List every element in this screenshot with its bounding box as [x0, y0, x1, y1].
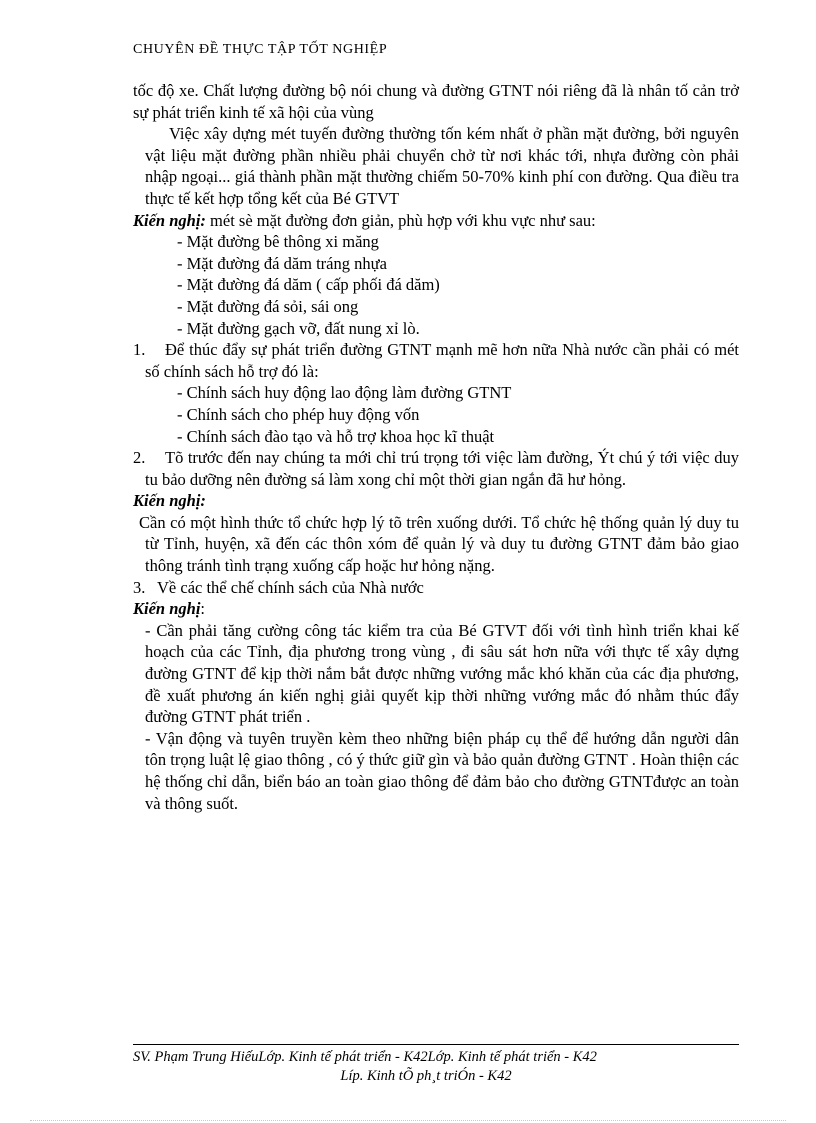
recommendation-1: [133, 210, 739, 232]
recommendation-label: Kiến nghị: [133, 599, 201, 619]
footer-divider: [133, 1044, 739, 1045]
road-type-item: - Mặt đường gạch vỡ, đất nung xỉ lò.: [177, 318, 420, 338]
item-text: Về các thể chế chính sách của Nhà nước: [157, 577, 424, 597]
page-footer: [133, 1048, 739, 1086]
item-text: Tõ trước đến nay chúng ta mới chỉ trú trọng tới việc làm đường, Ýt chú ý tới việc duy tu bảo dưỡng nên đường sá làm xong chỉ một thời gian ngắn đã hư hỏng.: [145, 448, 739, 489]
recommendation-2-text: Cần có một hình thức tổ chức hợp lý tõ trên xuống dưới. Tổ chức hệ thống quản lý duy tu từ Tỉnh, huyện, xã đến các thôn xóm để quản lý và duy tu đường GTNT đảm bảo giao thông tránh tình trạng xuống cấp hoặc hư hỏng nặng.: [139, 512, 739, 576]
recommendation-3-label-row: [133, 598, 739, 620]
item-text: Để thúc đẩy sự phát triển đường GTNT mạnh mẽ hơn nữa Nhà nước cần phải có mét số chính sách hỗ trợ đó là:: [145, 340, 739, 381]
road-type-item: - Mặt đường đá dăm tráng nhựa: [177, 253, 387, 273]
recommendation-3-paragraph: - Cần phải tăng cường công tác kiểm tra của Bé GTVT đối với tình hình triển khai kế hoạch của các Tỉnh, địa phương trong vùng , đi sâu sát hơn nữa với thực tế xây dựng đường GTNT để kịp thời nắm bắt được những vướng mắc khó khăn của các địa phương, đề xuất phương án kiến nghị giải quyết kịp thời những vướng mắc đó nhằm thúc đẩy đường GTNT phát triển .: [145, 620, 739, 727]
footer-line-2: Líp. Kinh tÕ ph¸t triÓn - K42: [340, 1068, 512, 1084]
footer-line-1: SV. Phạm Trung HiếuLớp. Kinh tế phát triển - K42Lớp. Kinh tế phát triển - K42: [133, 1049, 597, 1065]
recommendation-3-paragraph: - Vận động và tuyên truyền kèm theo những biện pháp cụ thể để hướng dẫn người dân tôn trọng luật lệ giao thông , có ý thức giữ gìn và bảo quản đường GTNT . Hoàn thiện các hệ thống chỉ dẫn, biển báo an toàn giao thông để đảm bảo cho đường GTNTđược an toàn và thông suốt.: [145, 728, 739, 813]
intro-paragraph-2: Việc xây dựng mét tuyến đường thường tốn kém nhất ở phần mặt đường, bởi nguyên vật liệu mặt đường phần nhiều phải chuyển chở từ nơi khác tới, nhựa đường còn phải nhập ngoại... giá thành phần mặt thường chiếm 50-70% kinh phí con đường. Qua điều tra thực tế kết hợp tổng kết của Bé GTVT: [145, 124, 739, 208]
recommendation-colon: :: [200, 599, 205, 619]
road-type-item: - Mặt đường đá sỏi, sái ong: [177, 296, 359, 316]
policy-item: - Chính sách đào tạo và hỗ trợ khoa học kĩ thuật: [177, 426, 495, 446]
numbered-item-2: [133, 447, 739, 490]
policy-item: - Chính sách huy động lao động làm đường GTNT: [177, 383, 512, 403]
document-body: [133, 80, 739, 814]
road-type-item: - Mặt đường bê thông xi măng: [177, 232, 379, 252]
recommendation-label: Kiến nghị:: [133, 210, 206, 230]
recommendation-text: mét sè mặt đường đơn giản, phù hợp với khu vực như sau:: [205, 210, 596, 230]
policy-item: - Chính sách cho phép huy động vốn: [177, 404, 420, 424]
page-header: CHUYÊN ĐỀ THỰC TẬP TỐT NGHIỆP: [133, 42, 388, 57]
recommendation-label: Kiến nghị:: [133, 491, 206, 511]
recommendation-2-label-row: [133, 490, 739, 512]
numbered-item-3: [133, 577, 739, 599]
item-number: 2.: [133, 448, 146, 468]
item-number: 1.: [133, 340, 146, 360]
page-bottom-dotted-line: [30, 1120, 786, 1121]
road-type-item: - Mặt đường đá dăm ( cấp phối đá dăm): [177, 275, 440, 295]
item-number: 3.: [133, 577, 146, 597]
numbered-item-1: [133, 339, 739, 382]
intro-paragraph-1: tốc độ xe. Chất lượng đường bộ nói chung và đường GTNT nói riêng đã là nhân tố cản trở sự phát triển kinh tế xã hội của vùng: [133, 81, 739, 122]
